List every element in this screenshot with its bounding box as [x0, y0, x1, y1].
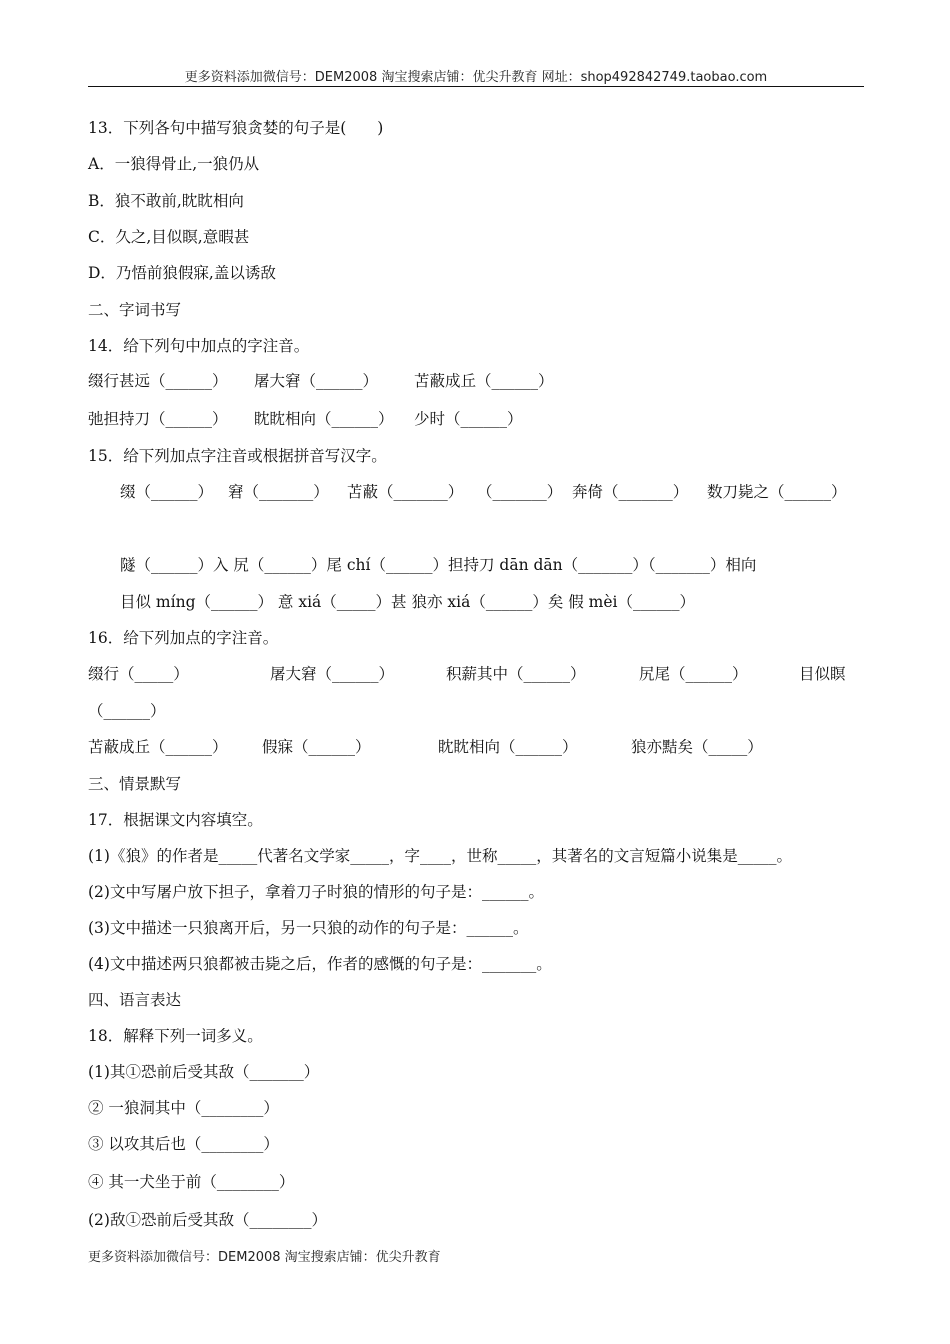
q18-part-5: (2)敌①恐前后受其敌（________）	[88, 1211, 327, 1229]
q13-option-c: C．久之,目似瞑,意暇甚	[88, 228, 250, 246]
q15-item: 缀（______）	[120, 483, 214, 501]
q14-item: 弛担持刀（______）	[88, 410, 228, 428]
q17-stem: 17．根据课文内容填空。	[88, 811, 263, 829]
q17-part-1: (1)《狼》的作者是_____代著名文学家_____，字____，世称_____，其著名的文言短篇小说集是_____。	[88, 847, 792, 865]
q16-item: 眈眈相向（______）	[438, 738, 578, 756]
q15-row-3: 目似 míng（______） 意 xiá（_____）甚 狼亦 xiá（______）矣 假 mèi（______）	[120, 593, 696, 611]
header-rule	[88, 86, 864, 87]
q16-item: 缀行（_____）	[88, 665, 189, 683]
section-4-heading: 四、语言表达	[88, 991, 182, 1009]
q13-option-d: D．乃悟前狼假寐,盖以诱敌	[88, 264, 276, 282]
q14-item: 缀行甚远（______）	[88, 372, 228, 390]
q13-option-b: B．狼不敢前,眈眈相向	[88, 192, 244, 210]
q15-item: 窘（_______）	[228, 483, 329, 501]
q16-item: 目似瞑	[799, 665, 846, 683]
q16-item: 积薪其中（______）	[446, 665, 586, 683]
q17-part-2: (2)文中写屠户放下担子，拿着刀子时狼的情形的句子是：______。	[88, 883, 544, 901]
q18-stem: 18．解释下列一词多义。	[88, 1027, 263, 1045]
q17-part-4: (4)文中描述两只狼都被击毙之后，作者的感慨的句子是：_______。	[88, 955, 552, 973]
q14-stem: 14．给下列句中加点的字注音。	[88, 337, 310, 355]
q18-part-1: (1)其①恐前后受其敌（_______）	[88, 1063, 320, 1081]
q15-item: 奔倚（_______）	[572, 483, 689, 501]
q14-item: 屠大窘（______）	[254, 372, 379, 390]
q15-row-2: 隧（______）入 尻（______）尾 chí（______）担持刀 dān dān（_______）（_______）相向	[120, 556, 757, 574]
q15-stem: 15．给下列加点字注音或根据拼音写汉字。	[88, 447, 387, 465]
q16-item: 狼亦黠矣（_____）	[631, 738, 763, 756]
q13-stem: 13．下列各句中描写狼贪婪的句子是( )	[88, 119, 384, 137]
section-3-heading: 三、情景默写	[88, 775, 182, 793]
q16-item: 屠大窘（______）	[270, 665, 395, 683]
q17-part-3: (3)文中描述一只狼离开后，另一只狼的动作的句子是：______。	[88, 919, 529, 937]
page-footer: 更多资料添加微信号：DEM2008 淘宝搜索店铺：优尖升教育	[88, 1250, 441, 1265]
q18-part-3: ③ 以攻其后也（________）	[88, 1135, 279, 1153]
q13-option-a: A．一狼得骨止,一狼仍从	[88, 155, 260, 173]
q18-part-2: ② 一狼洞其中（________）	[88, 1099, 279, 1117]
page-header: 更多资料添加微信号：DEM2008 淘宝搜索店铺：优尖升教育 网址：shop492842749.taobao.com	[184, 70, 768, 85]
q18-part-4: ④ 其一犬坐于前（________）	[88, 1173, 295, 1191]
section-2-heading: 二、字词书写	[88, 301, 182, 319]
q16-row-1-continued: （______）	[88, 702, 166, 720]
q16-stem: 16．给下列加点的字注音。	[88, 629, 279, 647]
q16-item: 苫蔽成丘（______）	[88, 738, 228, 756]
q14-item: 少时（______）	[414, 410, 523, 428]
q15-item: 数刀毙之（______）	[707, 483, 847, 501]
q15-item: 苫蔽（_______）	[347, 483, 464, 501]
q14-item: 眈眈相向（______）	[254, 410, 394, 428]
q14-item: 苫蔽成丘（______）	[414, 372, 554, 390]
q15-item: （_______）	[477, 483, 563, 501]
q16-item: 尻尾（______）	[639, 665, 748, 683]
q16-item: 假寐（______）	[262, 738, 371, 756]
